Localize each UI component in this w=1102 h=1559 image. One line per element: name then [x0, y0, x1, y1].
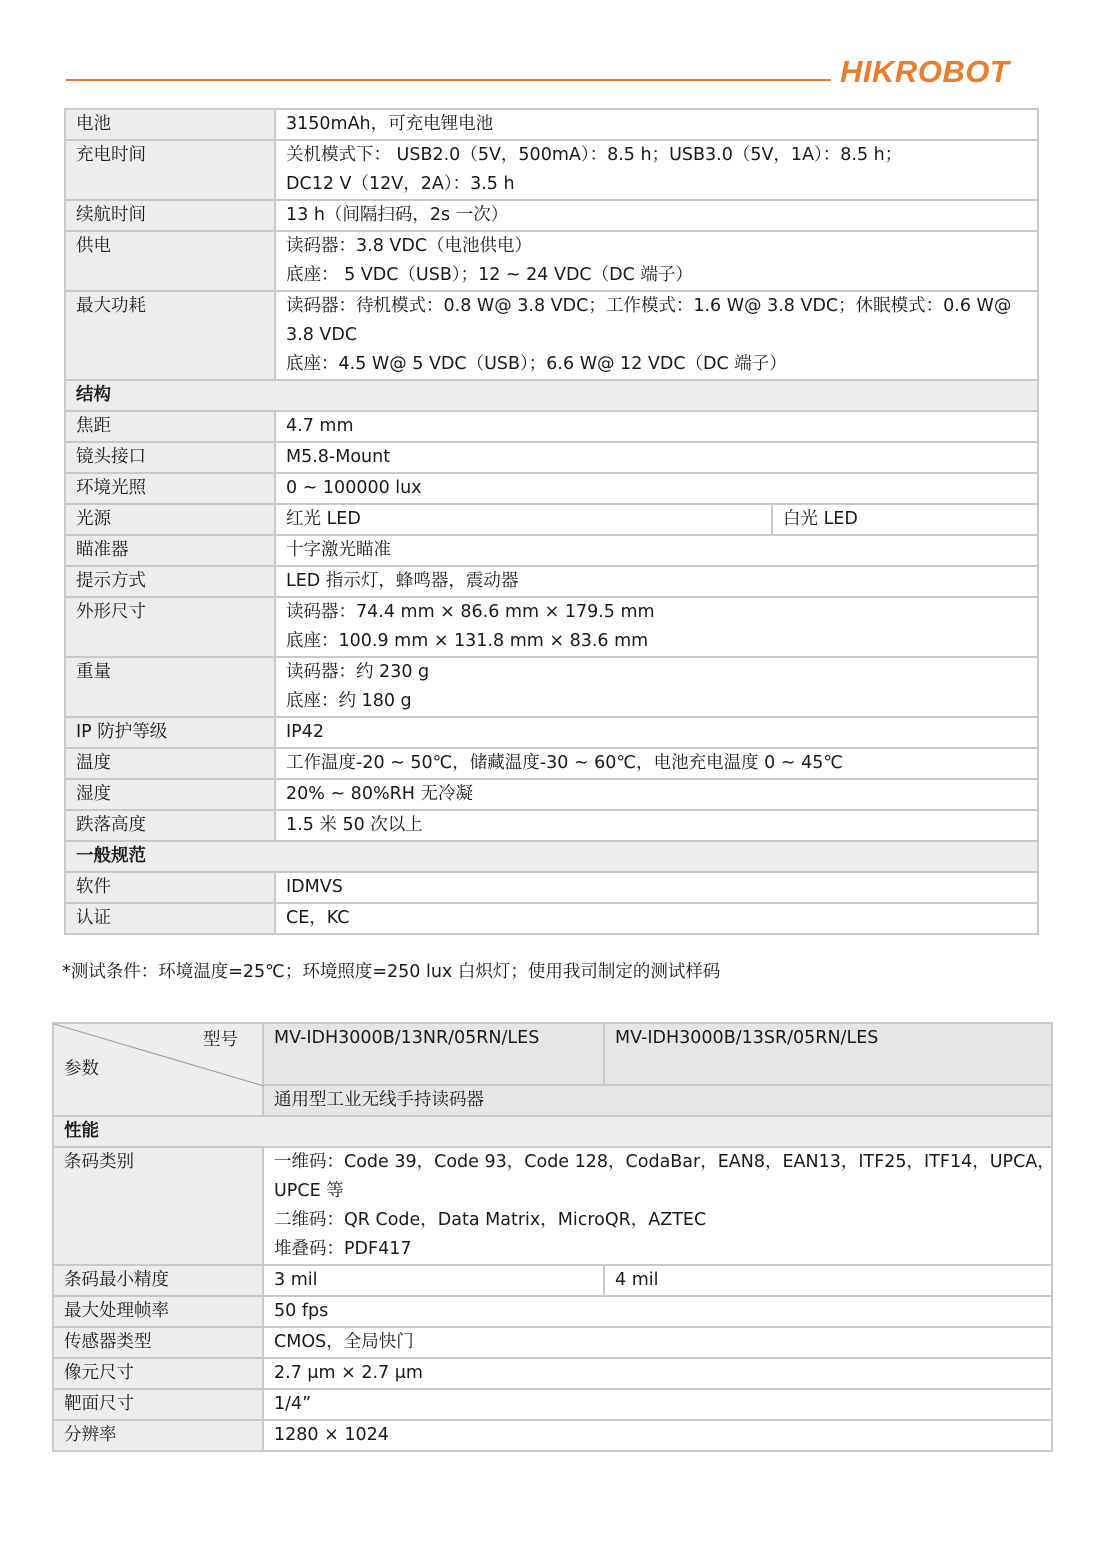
row-value: IDMVS	[275, 872, 1038, 903]
table-row	[53, 1327, 1052, 1358]
precision-label: 条码最小精度	[53, 1265, 263, 1296]
row-label: 提示方式	[65, 566, 275, 597]
row-value	[275, 779, 1038, 810]
precision-b: 4 mil	[604, 1265, 1052, 1296]
section-structure: 结构	[65, 380, 1038, 411]
barcode-label: 条码类别	[53, 1147, 263, 1265]
row-value: CE，KC	[275, 903, 1038, 934]
row-value: 1/4”	[263, 1389, 1052, 1420]
row-value-line: 3.8 VDC	[286, 325, 358, 345]
barcode-value	[263, 1147, 1055, 1265]
row-value	[275, 231, 1038, 291]
table-row	[65, 657, 1038, 717]
table-row	[65, 717, 1038, 748]
row-value-line: DC12 V（12V，2A）：3.5 h	[286, 174, 515, 194]
table-row	[65, 504, 1038, 535]
row-label: 环境光照	[65, 473, 275, 504]
table-row	[65, 200, 1038, 231]
table-row	[53, 1296, 1052, 1327]
row-value: 50 fps	[263, 1296, 1052, 1327]
row-value-line: 读码器：3.8 VDC（电池供电）	[286, 236, 533, 256]
row-label: 最大功耗	[65, 291, 275, 380]
row-value: 1280 × 1024	[263, 1420, 1052, 1451]
row-value	[275, 717, 1038, 748]
table-row	[65, 779, 1038, 810]
table-row	[53, 1147, 1052, 1265]
row-value-line: 底座： 5 VDC（USB）；12 ~ 24 VDC（DC 端子）	[286, 265, 693, 285]
table-row	[65, 566, 1038, 597]
light-source-red: 红光 LED	[275, 504, 772, 535]
row-value	[275, 810, 1038, 841]
table-row	[65, 109, 1038, 140]
row-value-line: 13 h（间隔扫码，2s 一次）	[286, 205, 509, 225]
table-row	[65, 291, 1038, 380]
row-label: 靶面尺寸	[53, 1389, 263, 1420]
row-label: 分辨率	[53, 1420, 263, 1451]
row-label: 瞄准器	[65, 535, 275, 566]
barcode-value-line: 二维码：QR Code，Data Matrix，MicroQR，AZTEC	[274, 1210, 707, 1230]
row-value-line: 3150mAh，可充电锂电池	[286, 114, 494, 134]
row-value-line: 20% ~ 80%RH 无冷凝	[286, 784, 473, 804]
row-label: 续航时间	[65, 200, 275, 231]
row-value	[275, 140, 1038, 200]
row-value-line: 关机模式下： USB2.0（5V，500mA）：8.5 h；USB3.0（5V，1A）：8.5 h；	[286, 145, 903, 165]
row-label: 传感器类型	[53, 1327, 263, 1358]
row-value: CMOS，全局快门	[263, 1327, 1052, 1358]
light-source-white: 白光 LED	[772, 504, 1038, 535]
section-performance: 性能	[53, 1116, 1052, 1147]
row-label: 焦距	[65, 411, 275, 442]
table-row	[65, 903, 1038, 934]
model-b-name: MV-IDH3000B/13SR/05RN/LES	[604, 1023, 1052, 1085]
row-label: 跌落高度	[65, 810, 275, 841]
model-a-name: MV-IDH3000B/13NR/05RN/LES	[263, 1023, 604, 1085]
row-label: 镜头接口	[65, 442, 275, 473]
row-value: 2.7 μm × 2.7 μm	[263, 1358, 1052, 1389]
model-category: 通用型工业无线手持读码器	[263, 1085, 1052, 1116]
row-label: 外形尺寸	[65, 597, 275, 657]
row-label: 软件	[65, 872, 275, 903]
table-row	[65, 597, 1038, 657]
table-row	[65, 535, 1038, 566]
row-label: 认证	[65, 903, 275, 934]
row-value-line: 底座：4.5 W@ 5 VDC（USB）；6.6 W@ 12 VDC（DC 端子）	[286, 354, 787, 374]
row-value	[275, 597, 1038, 657]
row-value-line: 1.5 米 50 次以上	[286, 815, 423, 835]
row-value-line: 底座：约 180 g	[286, 691, 412, 711]
light-source-label: 光源	[65, 504, 275, 535]
table-row	[65, 411, 1038, 442]
row-label: 温度	[65, 748, 275, 779]
table-row	[53, 1358, 1052, 1389]
row-value-line: 读码器：74.4 mm × 86.6 mm × 179.5 mm	[286, 602, 655, 622]
row-value-line: 底座：100.9 mm × 131.8 mm × 83.6 mm	[286, 631, 649, 651]
header-corner-cell	[53, 1023, 263, 1116]
test-conditions-footnote: *测试条件：环境温度=25℃；环境照度=250 lux 白炽灯；使用我司制定的测试样码	[62, 962, 721, 982]
table-row	[65, 748, 1038, 779]
precision-a: 3 mil	[263, 1265, 604, 1296]
section-general: 一般规范	[65, 841, 1038, 872]
row-value	[275, 566, 1038, 597]
row-value-line: 读码器：约 230 g	[286, 662, 430, 682]
row-value	[275, 657, 1038, 717]
row-value-line: 十字激光瞄准	[286, 540, 391, 560]
row-label: 电池	[65, 109, 275, 140]
barcode-value-line: 一维码：Code 39，Code 93，Code 128，CodaBar，EAN8，EAN13，ITF25，ITF14，UPCA，	[274, 1152, 1055, 1172]
table-row	[65, 140, 1038, 200]
row-value	[275, 535, 1038, 566]
row-value: 4.7 mm	[275, 411, 1038, 442]
barcode-value-line: 堆叠码：PDF417	[274, 1239, 412, 1259]
spec-table	[64, 108, 1039, 935]
model-spec-table	[52, 1022, 1053, 1452]
row-value	[275, 200, 1038, 231]
row-value	[275, 291, 1038, 380]
header-divider	[66, 79, 831, 81]
row-label: 充电时间	[65, 140, 275, 200]
hikrobot-logo: HIKROBOT	[840, 54, 1010, 89]
row-label: 重量	[65, 657, 275, 717]
row-value-line: IP42	[286, 722, 324, 742]
row-value: 0 ~ 100000 lux	[275, 473, 1038, 504]
row-label: 最大处理帧率	[53, 1296, 263, 1327]
row-value: M5.8-Mount	[275, 442, 1038, 473]
row-value	[275, 109, 1038, 140]
table-row	[65, 872, 1038, 903]
row-label: 像元尺寸	[53, 1358, 263, 1389]
table-row	[65, 473, 1038, 504]
row-value-line: 工作温度-20 ~ 50℃，储藏温度-30 ~ 60℃，电池充电温度 0 ~ 45℃	[286, 753, 843, 773]
row-label: 供电	[65, 231, 275, 291]
row-label: IP 防护等级	[65, 717, 275, 748]
barcode-value-line: UPCE 等	[274, 1181, 344, 1201]
model-header-label: 型号	[203, 1030, 238, 1050]
row-value-line: 读码器：待机模式：0.8 W@ 3.8 VDC；工作模式：1.6 W@ 3.8 VDC；休眠模式：0.6 W@	[286, 296, 1012, 316]
row-value	[275, 748, 1038, 779]
table-row	[53, 1420, 1052, 1451]
row-value-line: LED 指示灯，蜂鸣器，震动器	[286, 571, 519, 591]
table-row	[53, 1265, 1052, 1296]
table-row	[53, 1389, 1052, 1420]
row-label: 湿度	[65, 779, 275, 810]
table-row	[65, 442, 1038, 473]
table-row	[65, 231, 1038, 291]
param-header-label: 参数	[64, 1059, 99, 1079]
table-row	[65, 810, 1038, 841]
